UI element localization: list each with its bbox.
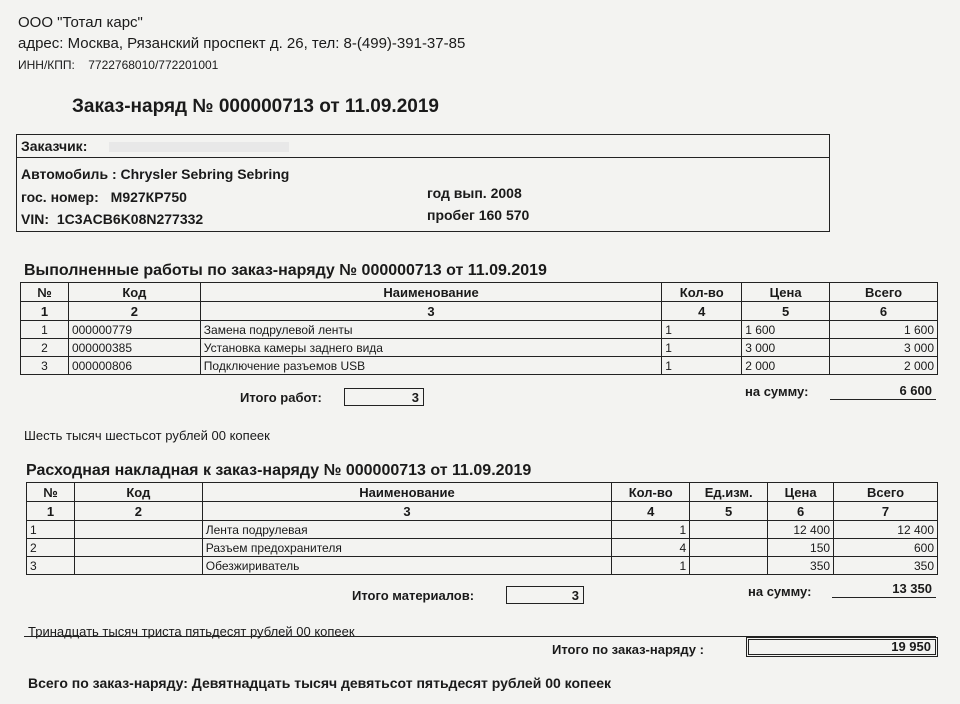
col-header-unit: Ед.изм.: [690, 483, 768, 502]
works-header-row: [21, 283, 938, 302]
row-num: 1: [27, 521, 75, 539]
materials-total-qty: 3: [506, 586, 584, 604]
materials-table: [26, 482, 938, 575]
row-price: 12 400: [768, 521, 834, 539]
plate-line: [21, 189, 187, 205]
row-num: 2: [27, 539, 75, 557]
col-header-price: Цена: [742, 283, 830, 302]
works-table: [20, 282, 938, 375]
col-number: 3: [202, 502, 611, 521]
col-header-num: №: [27, 483, 75, 502]
customer-label: Заказчик:: [21, 138, 88, 154]
document-title: Заказ-наряд № 000000713 от 11.09.2019: [72, 96, 439, 117]
works-total-qty: 3: [344, 388, 424, 406]
col-header-price: Цена: [768, 483, 834, 502]
row-code: [74, 521, 202, 539]
table-row: [27, 521, 938, 539]
row-qty: 1: [662, 321, 742, 339]
row-num: 3: [21, 357, 69, 375]
company-inn: [18, 58, 218, 72]
col-number: 1: [27, 502, 75, 521]
company-address: адрес: Москва, Рязанский проспект д. 26, тел: 8-(499)-391-37-85: [18, 35, 466, 52]
col-header-name: Наименование: [202, 483, 611, 502]
col-header-total: Всего: [834, 483, 938, 502]
row-qty: 1: [662, 357, 742, 375]
client-info-box: [16, 134, 830, 232]
col-number: 5: [742, 302, 830, 321]
row-name: Подключение разъемов USB: [200, 357, 661, 375]
col-number: 2: [68, 302, 200, 321]
col-header-qty: Кол-во: [612, 483, 690, 502]
plate-value: М927КР750: [110, 189, 187, 205]
works-sum-words: Шесть тысяч шестьсот рублей 00 копеек: [24, 428, 270, 443]
table-row: [21, 339, 938, 357]
row-unit: [690, 521, 768, 539]
row-name: Лента подрулевая: [202, 521, 611, 539]
company-name: ООО "Тотал карс": [18, 14, 143, 31]
row-code: [74, 557, 202, 575]
inn-label: ИНН/КПП:: [18, 58, 75, 72]
row-qty: 1: [662, 339, 742, 357]
row-price: 3 000: [742, 339, 830, 357]
plate-label: гос. номер:: [21, 189, 99, 205]
col-header-code: Код: [68, 283, 200, 302]
works-number-row: [21, 302, 938, 321]
materials-total-label: Итого материалов:: [352, 588, 475, 603]
row-name: Установка камеры заднего вида: [200, 339, 661, 357]
row-code: 000000806: [68, 357, 200, 375]
row-total: 350: [834, 557, 938, 575]
works-section-title: Выполненные работы по заказ-наряду № 000000713 от 11.09.2019: [24, 262, 547, 279]
materials-section-title: Расходная накладная к заказ-наряду № 000000713 от 11.09.2019: [26, 462, 532, 479]
works-sum-label: на сумму:: [745, 384, 809, 399]
col-number: 6: [830, 302, 938, 321]
car-mileage: пробег 160 570: [427, 207, 530, 223]
table-row: [21, 321, 938, 339]
row-unit: [690, 557, 768, 575]
col-number: 5: [690, 502, 768, 521]
col-number: 1: [21, 302, 69, 321]
col-number: 2: [74, 502, 202, 521]
works-total-label: Итого работ:: [240, 390, 322, 405]
col-number: 6: [768, 502, 834, 521]
row-price: 350: [768, 557, 834, 575]
row-code: [74, 539, 202, 557]
row-code: 000000385: [68, 339, 200, 357]
col-number: 3: [200, 302, 661, 321]
grand-total-words: Всего по заказ-наряду: Девятнадцать тысяч девятьсот пятьдесят рублей 00 копеек: [28, 675, 612, 691]
row-total: 600: [834, 539, 938, 557]
col-header-name: Наименование: [200, 283, 661, 302]
row-code: 000000779: [68, 321, 200, 339]
row-qty: 1: [612, 557, 690, 575]
row-unit: [690, 539, 768, 557]
materials-header-row: [27, 483, 938, 502]
table-row: [27, 557, 938, 575]
vin-label: VIN:: [21, 211, 49, 227]
vin-line: [21, 211, 203, 227]
car-year: год вып. 2008: [427, 185, 522, 201]
col-header-qty: Кол-во: [662, 283, 742, 302]
col-header-total: Всего: [830, 283, 938, 302]
grand-total-label: Итого по заказ-наряду :: [552, 642, 704, 657]
materials-sum-label: на сумму:: [748, 584, 812, 599]
row-num: 2: [21, 339, 69, 357]
materials-sum-words: Тринадцать тысяч триста пятьдесят рублей 00 копеек: [28, 624, 355, 639]
row-name: Обезжириватель: [202, 557, 611, 575]
row-price: 2 000: [742, 357, 830, 375]
col-header-code: Код: [74, 483, 202, 502]
row-total: 2 000: [830, 357, 938, 375]
vin-value: 1C3ACB6K08N277332: [56, 211, 204, 227]
table-row: [21, 357, 938, 375]
row-price: 1 600: [742, 321, 830, 339]
row-total: 12 400: [834, 521, 938, 539]
row-qty: 1: [612, 521, 690, 539]
materials-sum-value: 13 350: [832, 580, 936, 598]
grand-total-value: 19 950: [746, 637, 938, 657]
col-number: 7: [834, 502, 938, 521]
row-name: Разъем предохранителя: [202, 539, 611, 557]
works-sum-value: 6 600: [830, 382, 936, 400]
row-total: 3 000: [830, 339, 938, 357]
col-number: 4: [612, 502, 690, 521]
col-number: 4: [662, 302, 742, 321]
row-num: 3: [27, 557, 75, 575]
table-row: [27, 539, 938, 557]
col-header-num: №: [21, 283, 69, 302]
row-price: 150: [768, 539, 834, 557]
row-num: 1: [21, 321, 69, 339]
customer-row: [17, 135, 829, 158]
materials-number-row: [27, 502, 938, 521]
row-total: 1 600: [830, 321, 938, 339]
car-line: Автомобиль : Chrysler Sebring Sebring: [21, 166, 290, 182]
inn-value: 7722768010/772201001: [88, 58, 219, 72]
customer-redacted: [109, 142, 289, 152]
row-name: Замена подрулевой ленты: [200, 321, 661, 339]
row-qty: 4: [612, 539, 690, 557]
